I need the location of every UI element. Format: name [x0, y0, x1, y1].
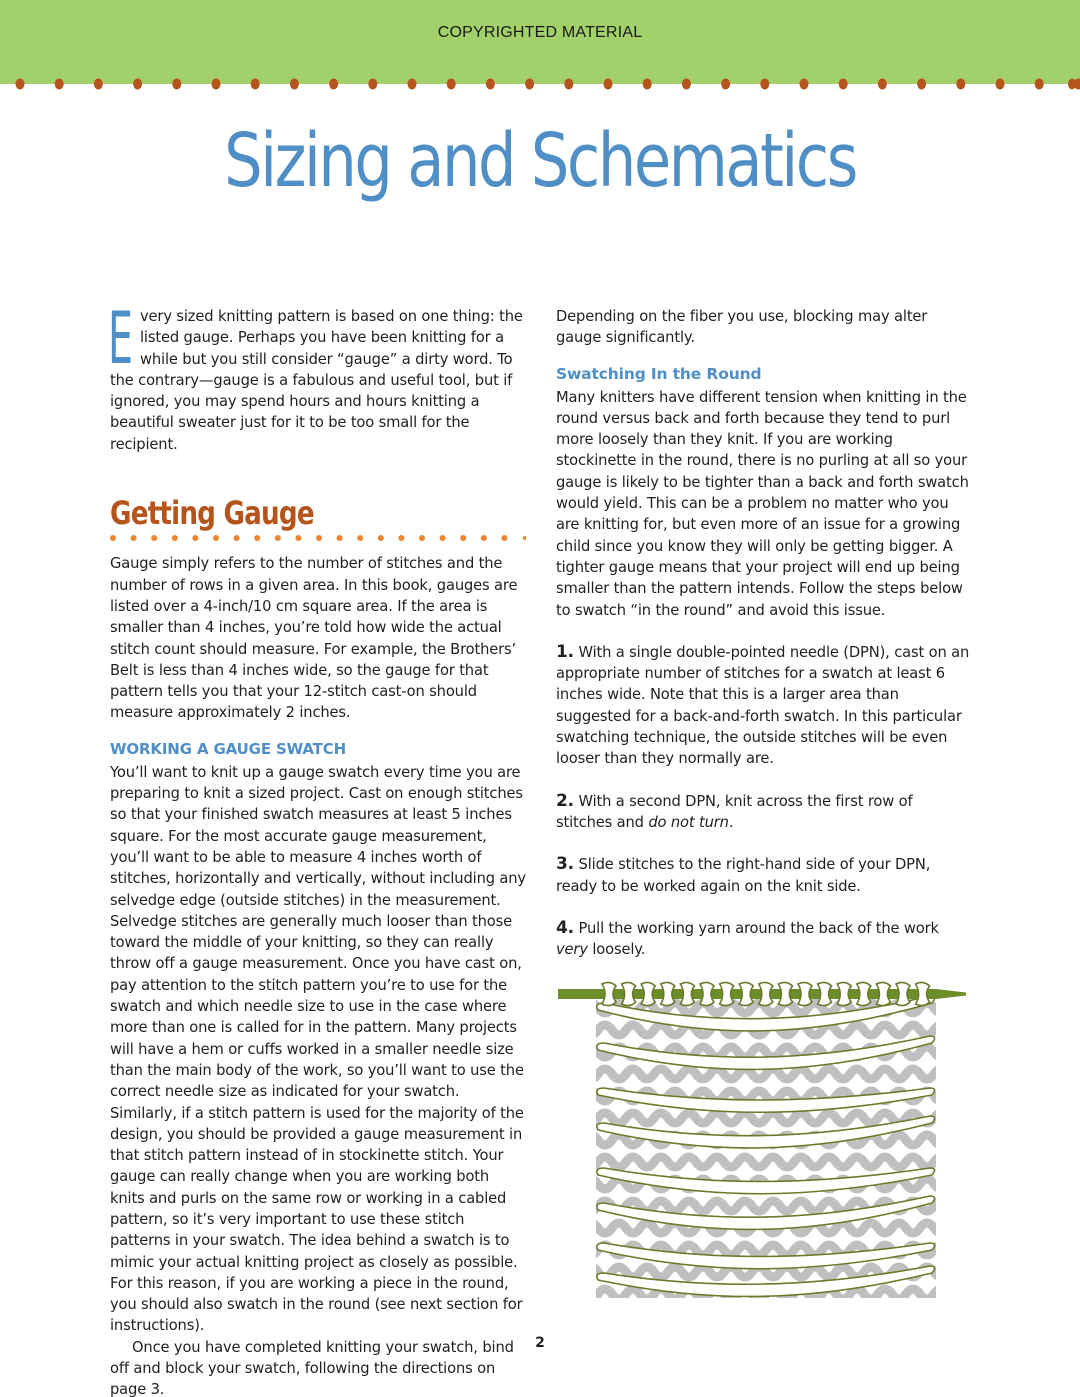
step-1 [556, 642, 972, 770]
knitting-swatch-illustration [558, 980, 968, 1298]
subheading-swatching-in-round: Swatching In the Round [556, 364, 762, 383]
section-dot-divider [110, 533, 526, 543]
step-text: Slide stitches to the right-hand side of your DPN, ready to be worked again on the knit side. [556, 856, 931, 895]
round-paragraph: Many knitters have different tension when knitting in the round versus back and forth because they tend to purl more loosely than they knit. If you are working stockinette in the round, there is no purling at all so your gauge is likely to be tighter than a back and forth swatch would yield. This can be a problem no matter who you are knitting for, but even more of an issue for a growing child since you know they will only be getting bigger. A tighter gauge means that your project will end up being smaller than the pattern intends. Follow the steps below to swatch “in the round” and avoid this issue. [556, 388, 969, 619]
step-text: With a second DPN, knit across the first row of stitches and [556, 792, 913, 831]
step-text-italic: very [556, 941, 588, 959]
right-column [556, 306, 972, 960]
block-paragraph: Once you have completed knitting your swatch, bind off and block your swatch, following the directions on page 3. [110, 1338, 514, 1397]
fiber-paragraph: Depending on the fiber you use, blocking may alter gauge significantly. [556, 308, 928, 347]
top-banner [0, 0, 1080, 84]
dropcap-letter: E [108, 296, 133, 380]
intro-text: very sized knitting pattern is based on one thing: the listed gauge. Perhaps you have been knitting for a while but you still consider “gauge” a dirty word. To the contrary—gauge is a fabulous and useful tool, but if ignored, you may spend hours and hours knitting a beautiful sweater just for it to be too small for the recipient. [110, 308, 523, 453]
subheading-working-gauge-swatch: WORKING A GAUGE SWATCH [110, 739, 347, 758]
step-text: With a single double-pointed needle (DPN), cast on an appropriate number of stitches for a swatch at least 6 inches wide. Note that this is a larger area than suggested for a back-and-forth swatch. In this particular swatching technique, the outside stitches will be even looser than they normally are. [556, 643, 970, 768]
banner-dot-border [0, 77, 1080, 91]
step-text: loosely. [587, 941, 646, 959]
step-text: Pull the working yarn around the back of the work [578, 919, 939, 937]
page-number: 2 [535, 1335, 545, 1351]
copyright-label: COPYRIGHTED MATERIAL [437, 24, 643, 41]
left-column [108, 296, 526, 1397]
step-text-italic: do not turn [648, 813, 729, 831]
swatch-paragraph: You’ll want to knit up a gauge swatch every time you are preparing to knit a sized project. Cast on enough stitches so that your finished swatch measures at least 5 inches square. For the most accurate gauge measurement, you’ll want to be able to measure 4 inches worth of stitches, horizontally and vertically, without including any selvedge edge (outside stitches) in the measurement. Selvedge stitches are generally much looser than those toward the middle of your knitting, so they can really throw off a gauge measurement. Once you have cast on, pay attention to the stitch pattern you’re to use for the swatch and which needle size to use in the case where more than one is called for in the pattern. Many projects will have a hem or cuffs worked in a smaller needle size than the main body of the work, so you’ll want to use the correct needle size as indicated for your swatch. Similarly, if a stitch pattern is used for the majority of the design, you should be provided a gauge measurement in that stitch pattern instead of in stockinette stitch. Your gauge can really change when you are working both knits and purls on the same row or working in a cabled pattern, so it’s very important to use these stitch patterns in your swatch. The idea behind a swatch is to mimic your actual knitting project as closely as possible. For this reason, if you are working a piece in the round, you should also swatch in the round (see next section for instructions). [110, 763, 526, 1335]
step-number: 3. [556, 854, 574, 875]
step-3 [556, 854, 972, 897]
page-title: Sizing and Schematics [224, 118, 856, 204]
step-number: 2. [556, 790, 574, 811]
step-4 [556, 918, 972, 961]
step-text: . [728, 813, 734, 831]
step-number: 1. [556, 641, 574, 662]
section-heading-getting-gauge: Getting Gauge [110, 494, 314, 533]
step-number: 4. [556, 917, 574, 938]
step-2 [556, 791, 972, 834]
gauge-paragraph: Gauge simply refers to the number of stitches and the number of rows in a given area. In this book, gauges are listed over a 4-inch/10 cm square area. If the area is smaller than 4 inches, you’re told how wide the actual stitch count should measure. For example, the Brothers’ Belt is less than 4 inches wide, so the gauge for that pattern tells you that your 12-stitch cast-on should measure approximately 2 inches. [110, 555, 518, 722]
intro-paragraph [108, 296, 526, 455]
